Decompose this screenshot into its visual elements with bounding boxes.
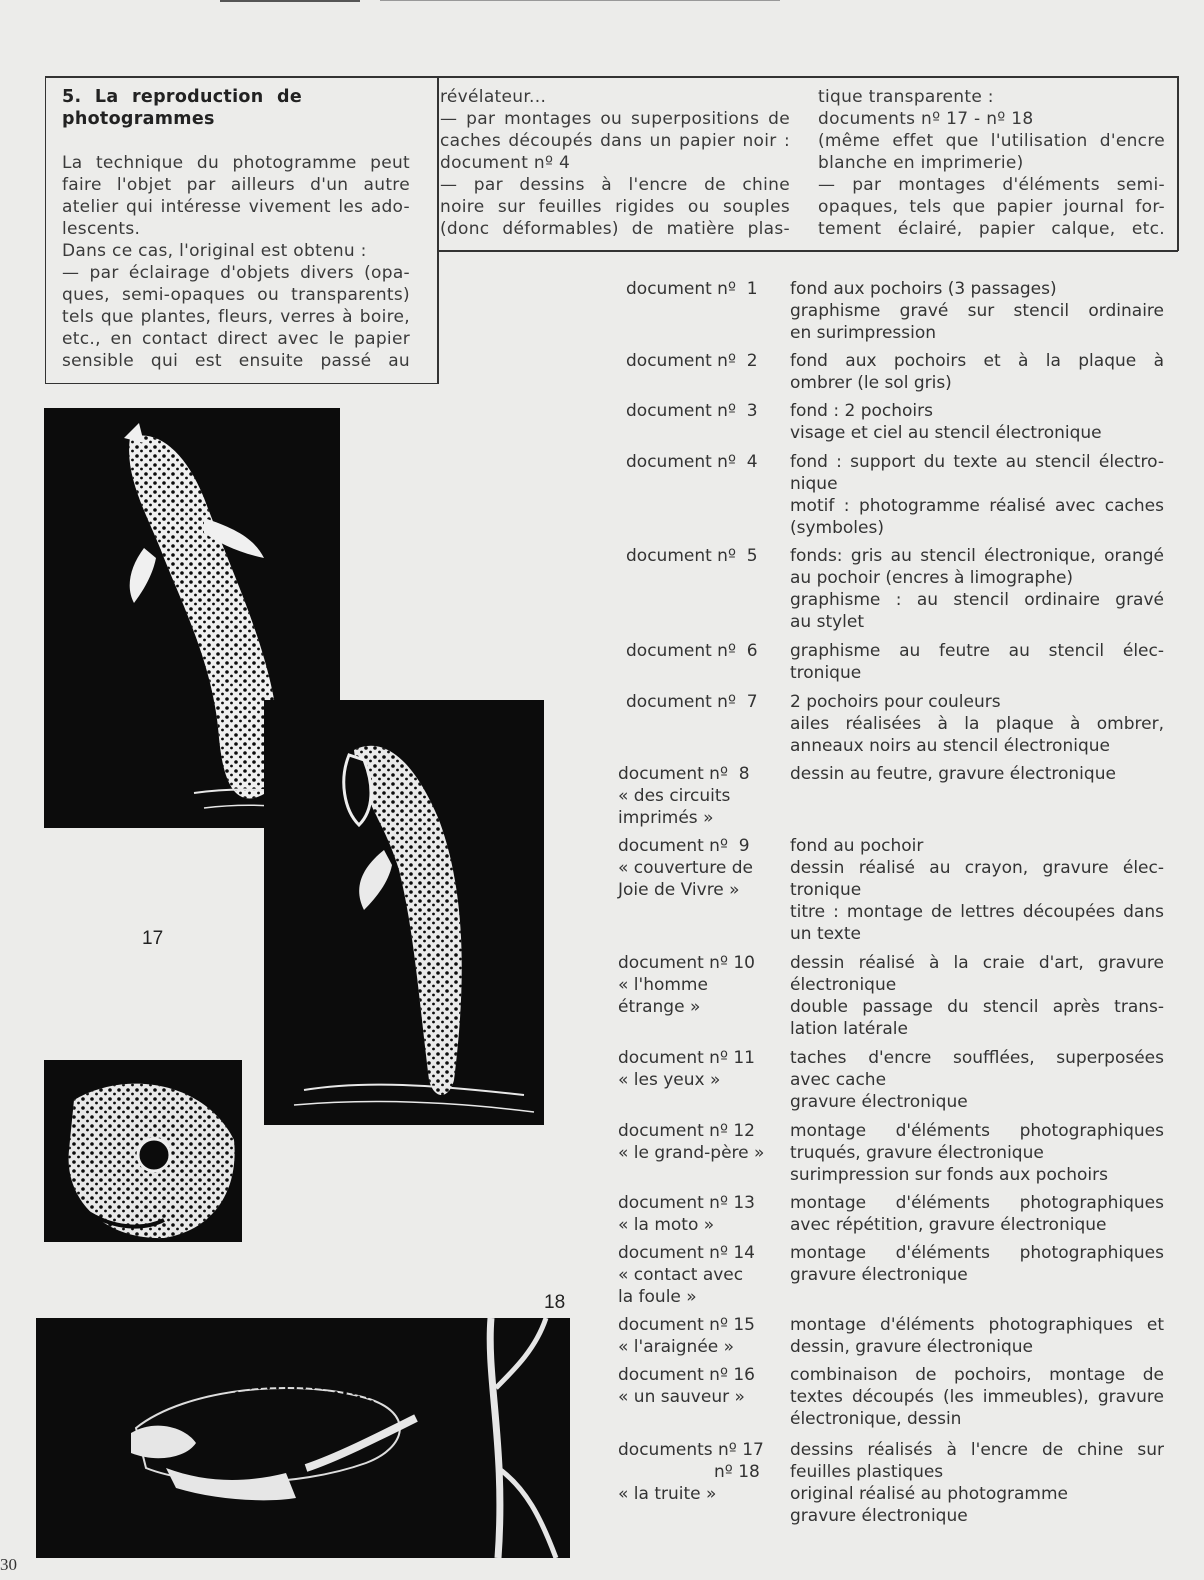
document-description (790, 835, 1164, 945)
intro-column-2 (440, 86, 790, 240)
document-description-line: avec cache (790, 1070, 887, 1090)
document-description (790, 278, 1164, 344)
document-description (790, 1364, 1164, 1430)
document-label-line: document nº 10 (618, 953, 755, 973)
document-label-line: document nº 6 (626, 641, 758, 661)
document-description-line: feuilles plastiques (790, 1462, 944, 1482)
intro-box-right-border (1177, 76, 1179, 251)
document-label-line: document nº 5 (626, 546, 758, 566)
document-description-line: taches d'encre soufflées, superposées (790, 1048, 1164, 1068)
document-description-line: dessin réalisé au crayon, gravure élec- (790, 858, 1164, 878)
document-description-line: montage d'éléments photographiques (790, 1121, 1164, 1141)
document-label-line: « contact avec (618, 1265, 744, 1285)
document-description-line: électronique, dessin (790, 1409, 962, 1429)
document-description-line: fond aux pochoirs (3 passages) (790, 279, 1057, 299)
document-description (790, 1439, 1164, 1527)
document-description (790, 451, 1164, 539)
document-label (626, 451, 786, 473)
trout-svg (36, 1318, 570, 1558)
document-description-line: fond au pochoir (790, 836, 924, 856)
document-label-line: Joie de Vivre » (618, 880, 740, 900)
document-description (790, 545, 1164, 633)
intro-line: (même effet que l'utilisation d'encre (818, 131, 1165, 151)
document-label-line: document nº 14 (618, 1243, 755, 1263)
document-description (790, 691, 1164, 757)
document-label-line: document nº 9 (618, 836, 750, 856)
intro-line: opaques, tels que papier journal for- (818, 197, 1165, 217)
intro-line: Dans ce cas, l'original est obtenu : (62, 241, 367, 261)
intro-line: révélateur... (440, 87, 547, 107)
document-description-line: anneaux noirs au stencil électronique (790, 736, 1110, 756)
document-label-line: « le grand-père » (618, 1143, 765, 1163)
document-label (618, 835, 778, 901)
document-label (618, 1314, 778, 1358)
photogram-trout-image (36, 1318, 570, 1558)
document-label (618, 1439, 778, 1505)
intro-line: — par montages d'éléments semi- (818, 175, 1165, 195)
intro-box-bottom-border (438, 250, 1178, 252)
intro-line: — par montages ou superpositions de (440, 109, 790, 129)
page-number: 30 (0, 1555, 17, 1574)
intro-line: lescents. (62, 219, 141, 239)
intro-line: document nº 4 (440, 153, 571, 173)
document-label (618, 1047, 778, 1091)
document-label (618, 1242, 778, 1308)
document-description-line: graphisme gravé sur stencil ordinaire (790, 301, 1164, 321)
document-label (626, 691, 786, 713)
document-label-line: document nº 3 (626, 401, 758, 421)
document-description (790, 1120, 1164, 1186)
document-description-line: ailes réalisées à la plaque à ombrer, (790, 714, 1164, 734)
intro-line: caches découpés dans un papier noir : (440, 131, 790, 151)
photogram-fish-head-image (44, 1060, 242, 1242)
intro-line: faire l'objet par ailleurs d'un autre (62, 175, 410, 195)
document-label (626, 350, 786, 372)
document-description-line: électronique (790, 975, 897, 995)
document-description-line: 2 pochoirs pour couleurs (790, 692, 1001, 712)
intro-line: (donc déformables) de matière plas- (440, 219, 790, 239)
document-label-line: document nº 15 (618, 1315, 755, 1335)
document-description-line: gravure électronique (790, 1092, 968, 1112)
document-description-line: montage d'éléments photographiques (790, 1193, 1164, 1213)
document-description-line: dessin réalisé à la craie d'art, gravure (790, 953, 1164, 973)
document-description (790, 1242, 1164, 1286)
intro-column-1 (62, 86, 410, 372)
document-description-line: montage d'éléments photographiques (790, 1243, 1164, 1263)
document-description (790, 952, 1164, 1040)
document-description-line: gravure électronique (790, 1506, 968, 1526)
document-label-line: document nº 11 (618, 1048, 755, 1068)
document-description-line: montage d'éléments photographiques et (790, 1315, 1164, 1335)
document-description-line: dessins réalisés à l'encre de chine sur (790, 1440, 1164, 1460)
document-description (790, 640, 1164, 684)
intro-box-divider (437, 76, 439, 384)
document-description-line: fond : 2 pochoirs (790, 401, 933, 421)
document-description-line: graphisme au feutre au stencil élec- (790, 641, 1164, 661)
intro-line: — par éclairage d'objets divers (opa- (62, 263, 410, 283)
document-label-line: « l'araignée » (618, 1337, 735, 1357)
document-description (790, 763, 1164, 785)
document-description-line: fond aux pochoirs et à la plaque à (790, 351, 1164, 371)
intro-box-top-border (45, 76, 1178, 78)
document-label-line: documents nº 17 (618, 1440, 764, 1460)
document-label-line: « la truite » (618, 1484, 717, 1504)
document-label-line: document nº 8 (618, 764, 750, 784)
document-description-line: en surimpression (790, 323, 937, 343)
document-description-line: (symboles) (790, 518, 884, 538)
document-description-line: truqués, gravure électronique (790, 1143, 1044, 1163)
document-description-line: avec répétition, gravure électronique (790, 1215, 1107, 1235)
document-description-line: motif : photogramme réalisé avec caches (790, 496, 1164, 516)
document-description-line: tronique (790, 880, 862, 900)
intro-line: etc., en contact direct avec le papier (62, 329, 410, 349)
document-label-line: « la moto » (618, 1215, 715, 1235)
document-label-line: la foule » (618, 1287, 697, 1307)
document-description (790, 1192, 1164, 1236)
document-description-line: lation latérale (790, 1019, 908, 1039)
document-description-line: nique (790, 474, 838, 494)
top-rule (220, 0, 360, 2)
document-label (618, 763, 778, 829)
figure-17-caption: 17 (142, 928, 164, 949)
document-description-line: dessin, gravure électronique (790, 1337, 1033, 1357)
document-label (618, 1120, 778, 1164)
document-description-line: fonds: gris au stencil électronique, orangé (790, 546, 1164, 566)
document-label (626, 278, 786, 300)
intro-line: blanche en imprimerie) (818, 153, 1024, 173)
document-description (790, 350, 1164, 394)
intro-line: noire sur feuilles rigides ou souples (440, 197, 790, 217)
document-label (626, 545, 786, 567)
document-label-line: document nº 1 (626, 279, 758, 299)
top-rule-thin (380, 0, 780, 1)
document-description-line: gravure électronique (790, 1265, 968, 1285)
document-description-line: titre : montage de lettres découpées dans (790, 902, 1164, 922)
document-description-line: fond : support du texte au stencil électro- (790, 452, 1164, 472)
photogram-pike-rising-image (264, 700, 544, 1125)
document-label (626, 400, 786, 422)
document-label (618, 1192, 778, 1236)
document-label-line: document nº 7 (626, 692, 758, 712)
document-description-line: visage et ciel au stencil électronique (790, 423, 1102, 443)
document-description-line: au pochoir (encres à limographe) (790, 568, 1074, 588)
document-label-line: document nº 4 (626, 452, 758, 472)
document-description-line: surimpression sur fonds aux pochoirs (790, 1165, 1108, 1185)
intro-line: tement éclairé, papier calque, etc. (818, 219, 1165, 239)
document-description-line: double passage du stencil après trans- (790, 997, 1164, 1017)
document-label-line: document nº 2 (626, 351, 758, 371)
intro-line: documents nº 17 - nº 18 (818, 109, 1034, 129)
document-description-line: ombrer (le sol gris) (790, 373, 952, 393)
document-label-line: étrange » (618, 997, 701, 1017)
figure-18-caption: 18 (544, 1292, 566, 1313)
document-description-line: combinaison de pochoirs, montage de (790, 1365, 1164, 1385)
document-label-line: « un sauveur » (618, 1387, 745, 1407)
fish-head-svg (44, 1060, 242, 1242)
document-description-line: dessin au feutre, gravure électronique (790, 764, 1116, 784)
intro-line: tels que plantes, fleurs, verres à boire, (62, 307, 410, 327)
intro-line: sensible qui est ensuite passé au (62, 351, 410, 371)
document-label-line: « les yeux » (618, 1070, 721, 1090)
document-description-line: original réalisé au photogramme (790, 1484, 1069, 1504)
intro-column-3 (818, 86, 1165, 240)
document-description (790, 1314, 1164, 1358)
intro-line: — par dessins à l'encre de chine (440, 175, 790, 195)
document-label (626, 640, 786, 662)
pike-rising-svg (264, 700, 544, 1125)
document-description-line: graphisme : au stencil ordinaire gravé (790, 590, 1164, 610)
document-label (618, 1364, 778, 1408)
document-description-line: un texte (790, 924, 861, 944)
document-label-line: document nº 16 (618, 1365, 755, 1385)
intro-line: atelier qui intéresse vivement les ado- (62, 197, 410, 217)
document-label-line: « l'homme (618, 975, 708, 995)
document-label (618, 952, 778, 1018)
document-label-line: nº 18 (714, 1462, 760, 1482)
document-label-line: « des circuits (618, 786, 731, 806)
document-label-line: document nº 13 (618, 1193, 755, 1213)
document-description (790, 400, 1164, 444)
document-description-line: textes découpés (les immeubles), gravure (790, 1387, 1164, 1407)
document-description (790, 1047, 1164, 1113)
intro-line: ques, semi-opaques ou transparents) (62, 285, 410, 305)
section-heading: 5. La reproduction de photogrammes (62, 87, 302, 129)
document-label-line: imprimés » (618, 808, 714, 828)
intro-line: La technique du photogramme peut (62, 153, 410, 173)
intro-line: tique transparente : (818, 87, 994, 107)
document-description-line: au stylet (790, 612, 865, 632)
document-description-line: tronique (790, 663, 862, 683)
document-label-line: document nº 12 (618, 1121, 755, 1141)
document-label-line: « couverture de (618, 858, 754, 878)
